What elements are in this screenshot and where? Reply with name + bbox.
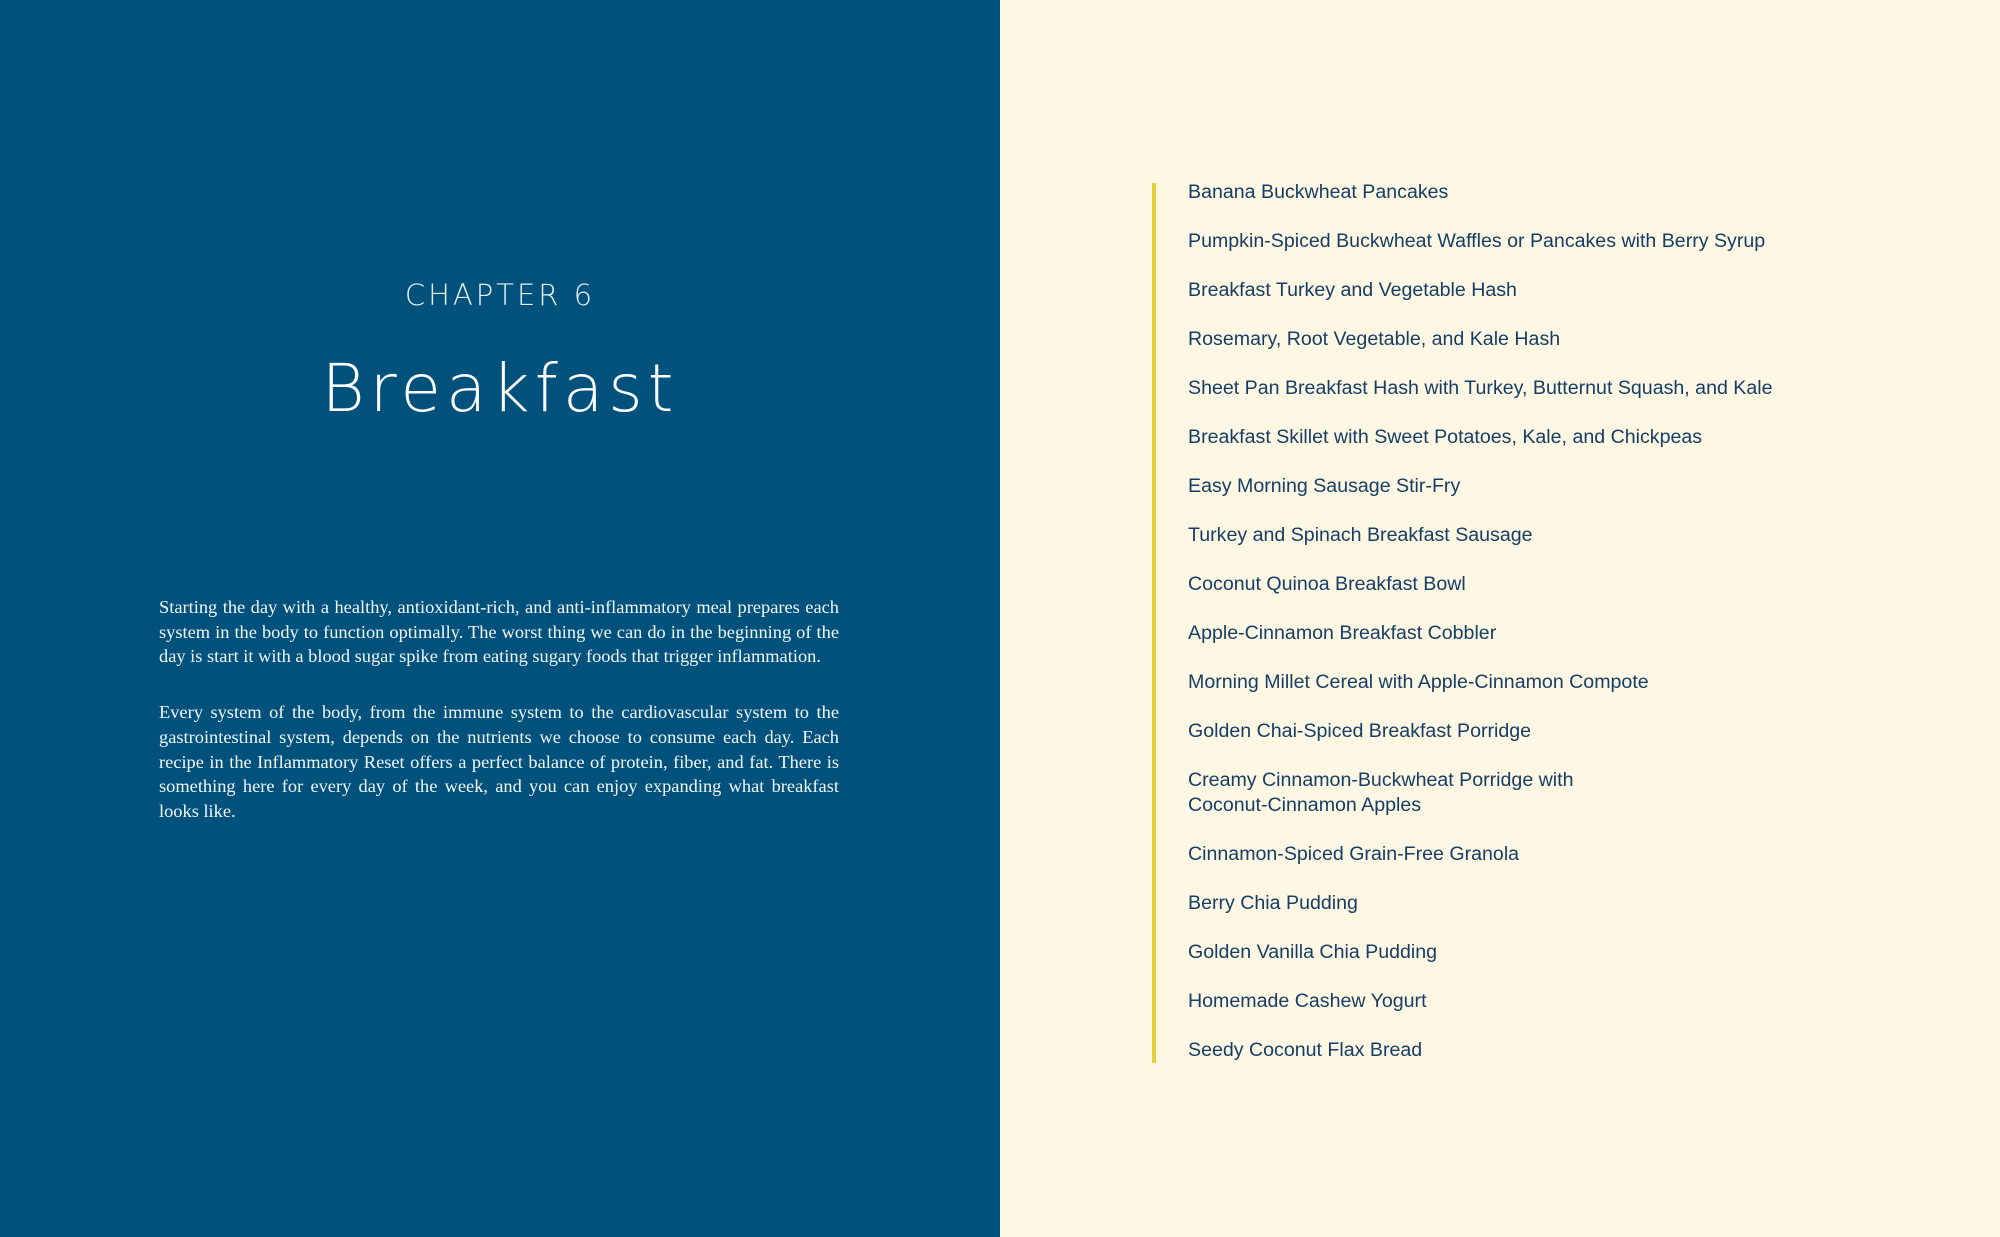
chapter-title: Breakfast xyxy=(321,350,679,427)
recipe-item: Breakfast Skillet with Sweet Potatoes, Kale, and Chickpeas xyxy=(1188,426,1703,448)
recipe-item: Creamy Cinnamon-Buckwheat Porridge with Coconut-Cinnamon Apples xyxy=(1188,769,1574,816)
recipe-item: Rosemary, Root Vegetable, and Kale Hash xyxy=(1188,328,1561,350)
recipe-item: Breakfast Turkey and Vegetable Hash xyxy=(1188,279,1517,301)
recipe-item: Golden Vanilla Chia Pudding xyxy=(1188,941,1438,963)
recipe-list xyxy=(1188,180,1773,1087)
recipe-item: Seedy Coconut Flax Bread xyxy=(1188,1039,1423,1061)
recipe-item: Homemade Cashew Yogurt xyxy=(1188,990,1427,1012)
chapter-intro xyxy=(159,595,839,855)
intro-paragraph: Starting the day with a healthy, antioxidant-rich, and anti-inflammatory meal prepares each system in the body to function optimally. The worst thing we can do in the beginning of the day is start it with a blood sugar spike from eating sugary foods that trigger inflammation. xyxy=(159,597,839,667)
recipe-item: Banana Buckwheat Pancakes xyxy=(1188,181,1449,203)
recipe-contents-page xyxy=(1000,0,2000,1237)
recipe-item: Turkey and Spinach Breakfast Sausage xyxy=(1188,524,1533,546)
chapter-number: CHAPTER 6 xyxy=(404,278,596,312)
intro-paragraph: Every system of the body, from the immune system to the cardiovascular system to the gastrointestinal system, depends on the nutrients we choose to consume each day. Each recipe in the Inflammatory Reset offers a perfect balance of protein, fiber, and fat. There is something here for every day of the week, and you can enjoy expanding what breakfast looks like. xyxy=(159,702,839,821)
recipe-item: Apple-Cinnamon Breakfast Cobbler xyxy=(1188,622,1497,644)
recipe-item: Berry Chia Pudding xyxy=(1188,892,1358,914)
recipe-item: Sheet Pan Breakfast Hash with Turkey, Butternut Squash, and Kale xyxy=(1188,377,1773,399)
accent-rule xyxy=(1152,183,1156,1063)
recipe-item: Golden Chai-Spiced Breakfast Porridge xyxy=(1188,720,1532,742)
recipe-item: Coconut Quinoa Breakfast Bowl xyxy=(1188,573,1466,595)
recipe-item: Pumpkin-Spiced Buckwheat Waffles or Pancakes with Berry Syrup xyxy=(1188,230,1766,252)
recipe-item: Easy Morning Sausage Stir-Fry xyxy=(1188,475,1461,497)
recipe-item: Cinnamon-Spiced Grain-Free Granola xyxy=(1188,843,1520,865)
recipe-item: Morning Millet Cereal with Apple-Cinnamon Compote xyxy=(1188,671,1649,693)
